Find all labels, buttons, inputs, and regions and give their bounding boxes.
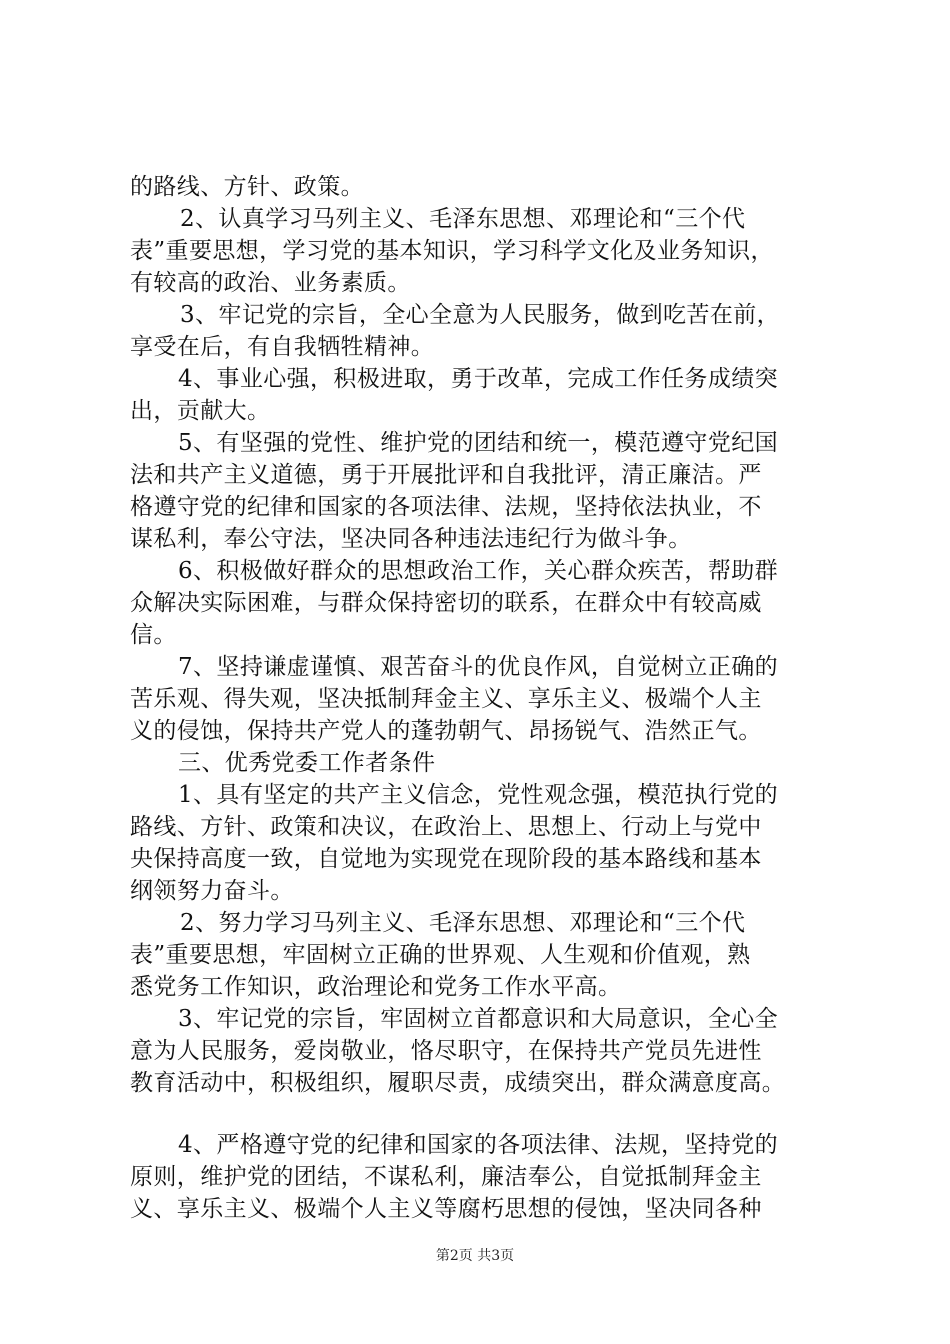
text-line-12: 谋私利，奉公守法，坚决同各种违法违纪行为做斗争。 [130, 526, 692, 552]
section-heading: 三、优秀党委工作者条件 [178, 750, 436, 776]
text-line-1: 的路线、方针、政策。 [130, 174, 364, 200]
text-line-32: 义、享乐主义、极端个人主义等腐朽思想的侵蚀，坚决同各种 [130, 1196, 762, 1222]
text-line-8: 出，贡献大。 [130, 398, 271, 424]
text-line-21: 路线、方针、政策和决议，在政治上、思想上、行动上与党中 [130, 814, 762, 840]
text-line-9: 5、有坚强的党性、维护党的团结和统一，模范遵守党纪国 [178, 430, 779, 456]
text-line-28: 意为人民服务，爱岗敬业，恪尽职守，在保持共产党员先进性 [130, 1038, 762, 1064]
text-line-30: 4、严格遵守党的纪律和国家的各项法律、法规，坚持党的 [178, 1132, 779, 1158]
text-line-6: 享受在后，有自我牺牲精神。 [130, 334, 435, 360]
text-line-31: 原则，维护党的团结，不谋私利，廉洁奉公，自觉抵制拜金主 [130, 1164, 762, 1190]
text-line-11: 格遵守党的纪律和国家的各项法律、法规，坚持依法执业，不 [130, 494, 762, 520]
text-line-13: 6、积极做好群众的思想政治工作，关心群众疾苦，帮助群 [178, 558, 779, 584]
page-number-footer: 第2页 共3页 [435, 1248, 515, 1264]
text-line-2: 2、认真学习马列主义、毛泽东思想、邓理论和“三个代 [180, 206, 746, 232]
text-line-5: 3、牢记党的宗旨，全心全意为人民服务，做到吃苦在前， [180, 302, 781, 328]
text-line-24: 2、努力学习马列主义、毛泽东思想、邓理论和“三个代 [180, 910, 746, 936]
text-line-25: 表”重要思想，牢固树立正确的世界观、人生观和价值观，熟 [130, 942, 751, 968]
text-line-17: 苦乐观、得失观，坚决抵制拜金主义、享乐主义、极端个人主 [130, 686, 762, 712]
text-line-27: 3、牢记党的宗旨，牢固树立首都意识和大局意识，全心全 [178, 1006, 779, 1032]
text-line-10: 法和共产主义道德，勇于开展批评和自我批评，清正廉洁。严 [130, 462, 762, 488]
text-line-3: 表”重要思想，学习党的基本知识，学习科学文化及业务知识， [130, 238, 774, 264]
text-line-14: 众解决实际困难，与群众保持密切的联系，在群众中有较高威 [130, 590, 762, 616]
text-line-16: 7、坚持谦虚谨慎、艰苦奋斗的优良作风，自觉树立正确的 [178, 654, 779, 680]
text-line-7: 4、事业心强，积极进取，勇于改革，完成工作任务成绩突 [178, 366, 779, 392]
text-line-26: 悉党务工作知识，政治理论和党务工作水平高。 [130, 974, 622, 1000]
text-line-22: 央保持高度一致，自觉地为实现党在现阶段的基本路线和基本 [130, 846, 762, 872]
text-line-15: 信。 [130, 622, 177, 648]
text-line-20: 1、具有坚定的共产主义信念，党性观念强，模范执行党的 [178, 782, 779, 808]
text-line-23: 纲领努力奋斗。 [130, 878, 294, 904]
text-line-4: 有较高的政治、业务素质。 [130, 270, 411, 296]
text-line-18: 义的侵蚀，保持共产党人的蓬勃朝气、昂扬锐气、浩然正气。 [130, 718, 762, 744]
text-line-29: 教育活动中，积极组织，履职尽责，成绩突出，群众满意度高。 [130, 1070, 786, 1096]
